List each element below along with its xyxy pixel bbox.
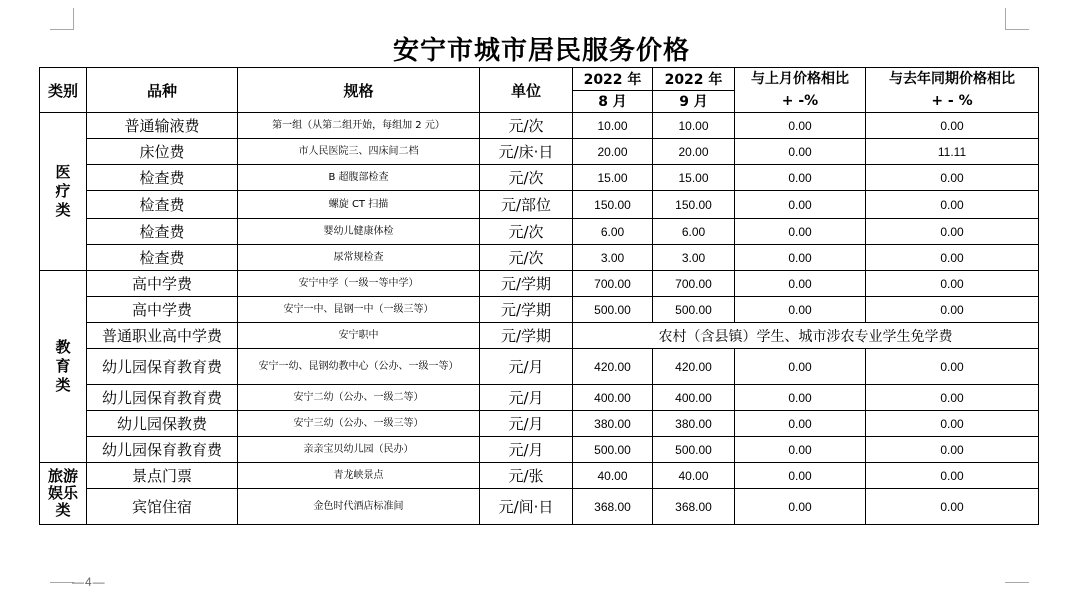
category-tourism xyxy=(40,463,87,525)
cell-item: 景点门票 xyxy=(87,463,238,489)
cell-unit: 元/次 xyxy=(480,165,573,191)
cell-sep: 3.00 xyxy=(653,245,735,271)
cell-spec: 安宁中学（一级一等中学） xyxy=(238,271,480,297)
cell-yoy: 0.00 xyxy=(866,349,1039,385)
category-medical-label: 医疗类 xyxy=(55,163,71,219)
cell-yoy: 11.11 xyxy=(866,139,1039,165)
header-row-1 xyxy=(40,68,1039,91)
cell-spec: 第一组（从第二组开始，每组加 2 元） xyxy=(238,113,480,139)
cell-sep: 20.00 xyxy=(653,139,735,165)
cell-yoy: 0.00 xyxy=(866,385,1039,411)
cell-unit: 元/学期 xyxy=(480,297,573,323)
cell-item: 高中学费 xyxy=(87,271,238,297)
cell-unit: 元/月 xyxy=(480,411,573,437)
cell-mom: 0.00 xyxy=(735,165,866,191)
header-category: 类别 xyxy=(40,68,87,113)
cell-item: 普通输液费 xyxy=(87,113,238,139)
cell-aug: 15.00 xyxy=(573,165,653,191)
cell-mom: 0.00 xyxy=(735,463,866,489)
cell-sep: 400.00 xyxy=(653,385,735,411)
cell-unit: 元/张 xyxy=(480,463,573,489)
cell-spec: 金色时代酒店标准间 xyxy=(238,489,480,525)
cell-spec: 尿常规检查 xyxy=(238,245,480,271)
cell-sep: 500.00 xyxy=(653,437,735,463)
header-mom-title: 与上月价格相比 xyxy=(751,71,849,87)
cell-unit: 元/床·日 xyxy=(480,139,573,165)
cell-yoy: 0.00 xyxy=(866,219,1039,245)
cell-aug: 500.00 xyxy=(573,437,653,463)
cell-aug: 3.00 xyxy=(573,245,653,271)
cell-sep: 10.00 xyxy=(653,113,735,139)
cell-spec: 市人民医院三、四床间二档 xyxy=(238,139,480,165)
header-spec: 规格 xyxy=(238,68,480,113)
header-period1-month: 8 月 xyxy=(573,90,653,113)
crop-mark-bottom-right xyxy=(1005,582,1029,583)
header-period1-year: 2022 年 xyxy=(573,68,653,91)
cell-unit: 元/月 xyxy=(480,437,573,463)
header-mom xyxy=(735,68,866,113)
category-medical xyxy=(40,113,87,271)
cell-spec: 安宁一幼、昆钢幼教中心（公办、一级一等） xyxy=(238,349,480,385)
cell-spec: 螺旋 CT 扫描 xyxy=(238,191,480,219)
cell-item: 检查费 xyxy=(87,245,238,271)
crop-mark-top-left-vertical xyxy=(73,8,74,30)
cell-unit: 元/月 xyxy=(480,385,573,411)
header-yoy xyxy=(866,68,1039,113)
cell-sep: 700.00 xyxy=(653,271,735,297)
cell-mom: 0.00 xyxy=(735,271,866,297)
cell-aug: 368.00 xyxy=(573,489,653,525)
table-row xyxy=(40,139,1039,165)
table-row xyxy=(40,245,1039,271)
cell-spec: 安宁职中 xyxy=(238,323,480,349)
cell-sep: 380.00 xyxy=(653,411,735,437)
page-number: —4— xyxy=(72,575,106,589)
cell-sep: 500.00 xyxy=(653,297,735,323)
category-education-label: 教育类 xyxy=(55,338,71,394)
cell-sep: 15.00 xyxy=(653,165,735,191)
cell-aug: 40.00 xyxy=(573,463,653,489)
cell-item: 宾馆住宿 xyxy=(87,489,238,525)
cell-mom: 0.00 xyxy=(735,245,866,271)
cell-mom: 0.00 xyxy=(735,349,866,385)
cell-unit: 元/月 xyxy=(480,349,573,385)
cell-spec: 婴幼儿健康体检 xyxy=(238,219,480,245)
table-row xyxy=(40,219,1039,245)
cell-unit: 元/次 xyxy=(480,219,573,245)
table-row xyxy=(40,437,1039,463)
cell-mom: 0.00 xyxy=(735,297,866,323)
cell-mom: 0.00 xyxy=(735,113,866,139)
cell-yoy: 0.00 xyxy=(866,245,1039,271)
cell-note: 农村（含县镇）学生、城市涉农专业学生免学费 xyxy=(573,323,1039,349)
cell-yoy: 0.00 xyxy=(866,165,1039,191)
cell-unit: 元/次 xyxy=(480,113,573,139)
cell-item: 普通职业高中学费 xyxy=(87,323,238,349)
cell-item: 床位费 xyxy=(87,139,238,165)
cell-item: 高中学费 xyxy=(87,297,238,323)
cell-mom: 0.00 xyxy=(735,219,866,245)
cell-item: 幼儿园保育教育费 xyxy=(87,385,238,411)
header-yoy-title: 与去年同期价格相比 xyxy=(889,71,1015,87)
cell-yoy: 0.00 xyxy=(866,463,1039,489)
cell-spec: 安宁三幼（公办、一级三等） xyxy=(238,411,480,437)
cell-yoy: 0.00 xyxy=(866,113,1039,139)
cell-mom: 0.00 xyxy=(735,191,866,219)
cell-unit: 元/学期 xyxy=(480,323,573,349)
cell-mom: 0.00 xyxy=(735,385,866,411)
table-row xyxy=(40,323,1039,349)
cell-unit: 元/部位 xyxy=(480,191,573,219)
table-row xyxy=(40,411,1039,437)
category-tourism-label: 旅游娱乐类 xyxy=(47,466,78,519)
table-row xyxy=(40,297,1039,323)
cell-spec: 青龙峡景点 xyxy=(238,463,480,489)
cell-item: 检查费 xyxy=(87,165,238,191)
cell-sep: 6.00 xyxy=(653,219,735,245)
cell-sep: 420.00 xyxy=(653,349,735,385)
header-mom-sub: + -% xyxy=(781,93,819,109)
cell-aug: 400.00 xyxy=(573,385,653,411)
cell-mom: 0.00 xyxy=(735,139,866,165)
table-row xyxy=(40,385,1039,411)
page-title: 安宁市城市居民服务价格 xyxy=(392,36,690,66)
cell-item: 检查费 xyxy=(87,219,238,245)
header-yoy-sub: + - % xyxy=(931,93,973,109)
cell-unit: 元/次 xyxy=(480,245,573,271)
header-period2-year: 2022 年 xyxy=(653,68,735,91)
cell-yoy: 0.00 xyxy=(866,489,1039,525)
cell-spec: 安宁二幼（公办、一级二等） xyxy=(238,385,480,411)
table-row xyxy=(40,463,1039,489)
table-row xyxy=(40,191,1039,219)
cell-item: 检查费 xyxy=(87,191,238,219)
header-unit: 单位 xyxy=(480,68,573,113)
cell-aug: 380.00 xyxy=(573,411,653,437)
header-period2-month: 9 月 xyxy=(653,90,735,113)
cell-item: 幼儿园保育教育费 xyxy=(87,437,238,463)
cell-unit: 元/间·日 xyxy=(480,489,573,525)
cell-yoy: 0.00 xyxy=(866,411,1039,437)
cell-spec: 亲亲宝贝幼儿园（民办） xyxy=(238,437,480,463)
cell-aug: 20.00 xyxy=(573,139,653,165)
crop-mark-bottom-left xyxy=(50,582,74,583)
category-education xyxy=(40,271,87,463)
cell-sep: 150.00 xyxy=(653,191,735,219)
cell-sep: 40.00 xyxy=(653,463,735,489)
cell-yoy: 0.00 xyxy=(866,437,1039,463)
table-row xyxy=(40,349,1039,385)
cell-yoy: 0.00 xyxy=(866,191,1039,219)
table-row xyxy=(40,113,1039,139)
header-item: 品种 xyxy=(87,68,238,113)
price-table xyxy=(39,67,1039,525)
cell-aug: 6.00 xyxy=(573,219,653,245)
cell-spec: B 超腹部检查 xyxy=(238,165,480,191)
cell-yoy: 0.00 xyxy=(866,271,1039,297)
cell-item: 幼儿园保教费 xyxy=(87,411,238,437)
table-row xyxy=(40,165,1039,191)
cell-mom: 0.00 xyxy=(735,437,866,463)
cell-aug: 420.00 xyxy=(573,349,653,385)
cell-aug: 10.00 xyxy=(573,113,653,139)
cell-yoy: 0.00 xyxy=(866,297,1039,323)
cell-aug: 700.00 xyxy=(573,271,653,297)
cell-mom: 0.00 xyxy=(735,489,866,525)
table-row xyxy=(40,271,1039,297)
cell-mom: 0.00 xyxy=(735,411,866,437)
crop-mark-top-right-vertical xyxy=(1005,8,1006,30)
table-row xyxy=(40,489,1039,525)
cell-spec: 安宁一中、昆钢一中（一级三等） xyxy=(238,297,480,323)
cell-aug: 500.00 xyxy=(573,297,653,323)
cell-aug: 150.00 xyxy=(573,191,653,219)
cell-item: 幼儿园保育教育费 xyxy=(87,349,238,385)
cell-unit: 元/学期 xyxy=(480,271,573,297)
cell-sep: 368.00 xyxy=(653,489,735,525)
